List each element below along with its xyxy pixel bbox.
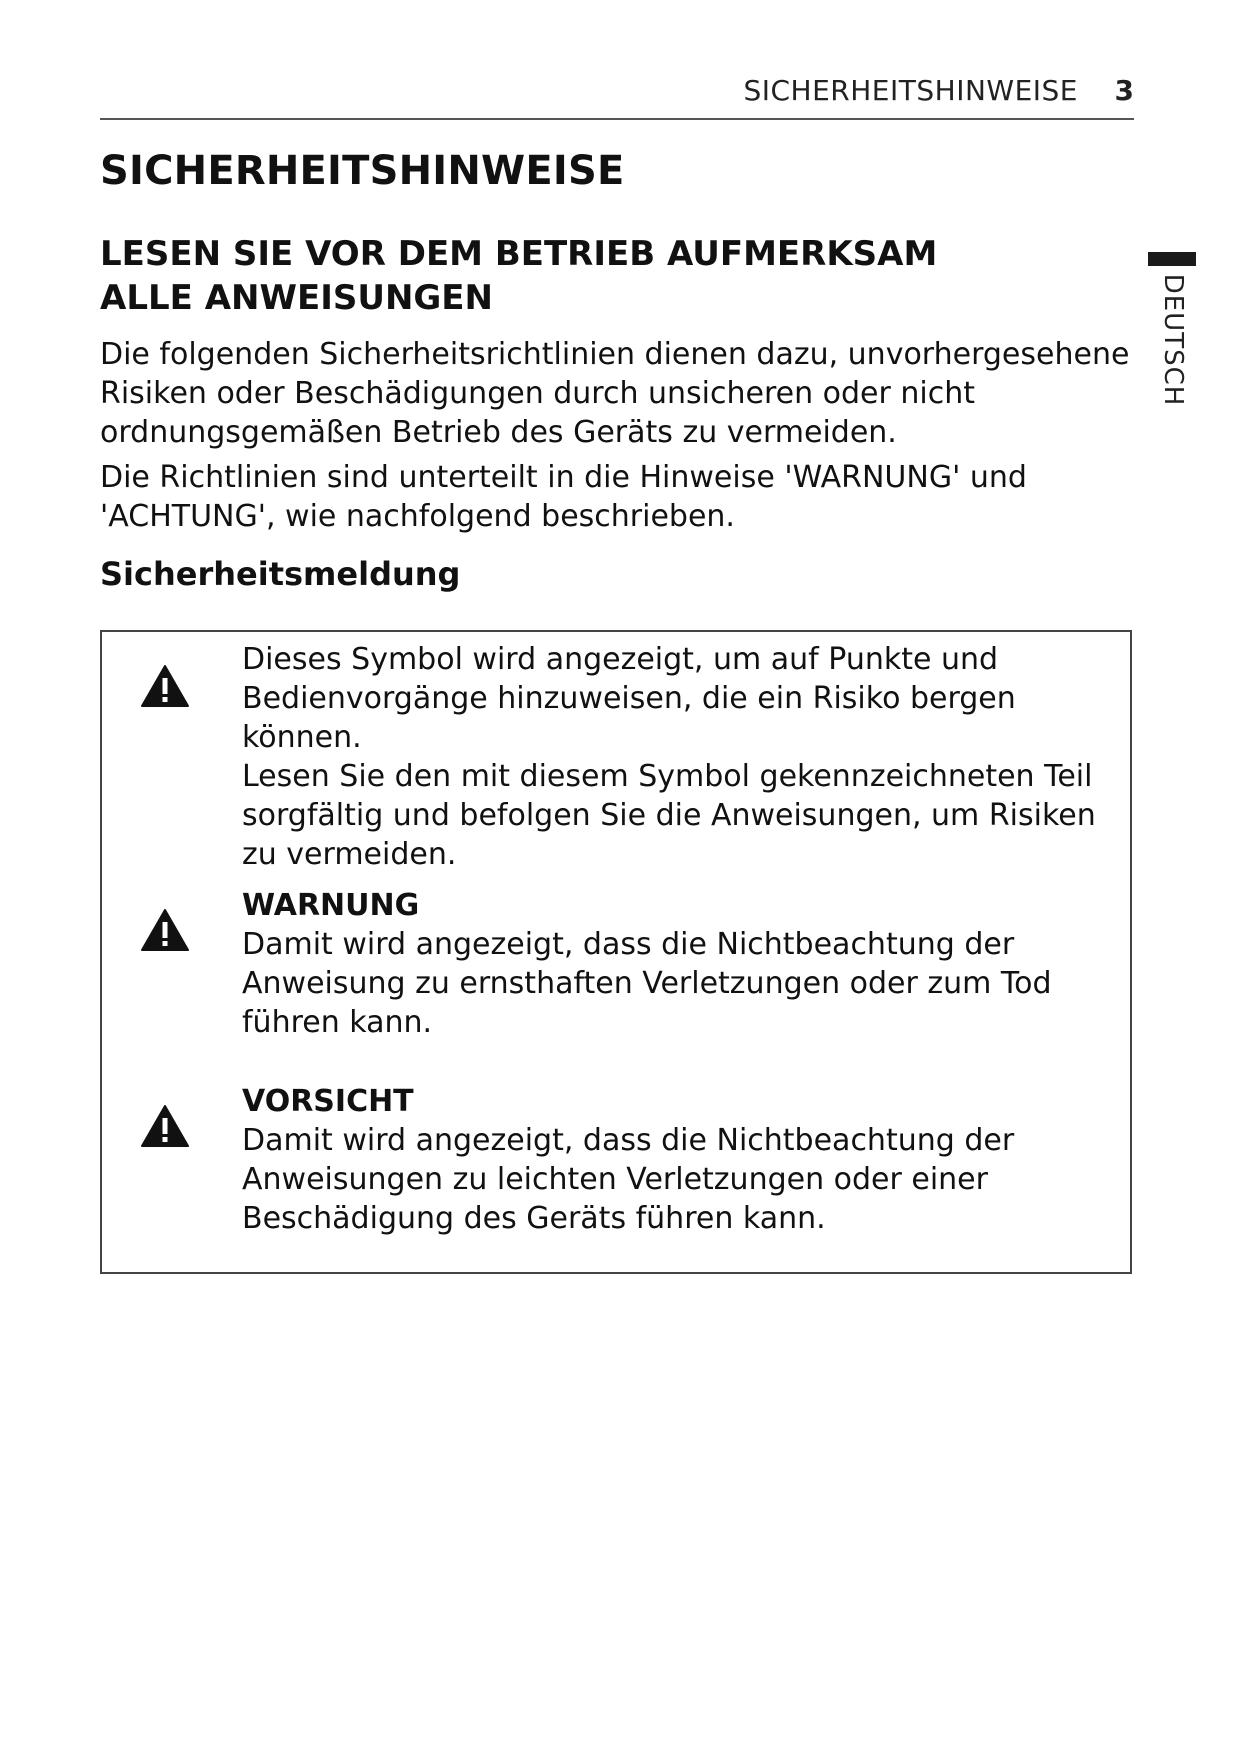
- warning-heading: WARNUNG: [242, 888, 420, 923]
- side-tab-label: DEUTSCH: [1158, 273, 1188, 407]
- caution-notice-text: [242, 1082, 1122, 1238]
- page-title: SICHERHEITSHINWEISE: [100, 148, 625, 194]
- side-tab-marker: [1148, 252, 1196, 266]
- safety-message-heading: Sicherheitsmeldung: [100, 555, 461, 593]
- symbol-description: Dieses Symbol wird angezeigt, um auf Punkte und Bedienvorgänge hinzuweisen, die ein Risiko bergen können.: [242, 642, 1016, 755]
- symbol-instruction: Lesen Sie den mit diesem Symbol gekennzeichneten Teil sorgfältig und befolgen Sie die Anweisungen, um Risiken zu vermeiden.: [242, 759, 1096, 872]
- symbol-notice-text: [242, 640, 1122, 874]
- intro-paragraph: Die folgenden Sicherheitsrichtlinien dienen dazu, unvorhergesehene Risiken oder Beschädigungen durch unsicheren oder nicht ordnungsgemäßen Betrieb des Geräts zu vermeiden.: [100, 337, 1130, 450]
- header-title: SICHERHEITSHINWEISE: [743, 74, 1078, 107]
- safety-notice-box: [100, 630, 1132, 1274]
- caution-heading: VORSICHT: [242, 1084, 414, 1119]
- guidelines-paragraph: Die Richtlinien sind unterteilt in die Hinweise 'WARNUNG' und 'ACHTUNG', wie nachfolgend beschrieben.: [100, 460, 1027, 534]
- warning-notice-text: [242, 886, 1122, 1042]
- caution-description: Damit wird angezeigt, dass die Nichtbeachtung der Anweisungen zu leichten Verletzungen oder einer Beschädigung des Geräts führen kann.: [242, 1123, 1015, 1236]
- section-subtitle: LESEN SIE VOR DEM BETRIEB AUFMERKSAM ALLE ANWEISUNGEN: [100, 234, 938, 318]
- warning-description: Damit wird angezeigt, dass die Nichtbeachtung der Anweisung zu ernsthaften Verletzungen oder zum Tod führen kann.: [242, 927, 1052, 1040]
- page-number: 3: [1114, 74, 1134, 107]
- warning-triangle-icon: [140, 908, 190, 952]
- warning-triangle-icon: [140, 664, 190, 708]
- page-header: [100, 62, 1134, 120]
- warning-triangle-icon: [140, 1104, 190, 1148]
